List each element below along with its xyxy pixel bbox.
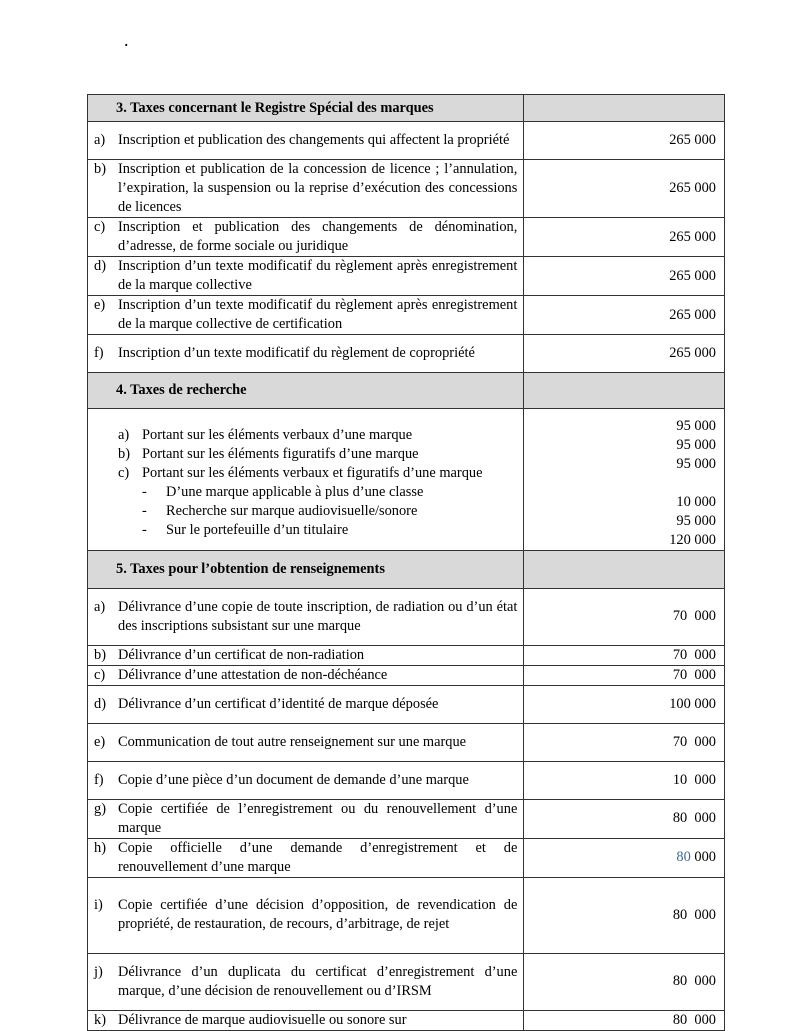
item-label: a) — [94, 598, 106, 615]
item-label: k) — [94, 1011, 106, 1028]
item-text: Délivrance d’une copie de toute inscription, de radiation ou d’un état des inscriptions subsistant sur une marque — [118, 598, 518, 634]
item-amount: 265 000 — [524, 335, 725, 373]
item-amount: 95 000 — [676, 512, 716, 529]
list-item — [94, 502, 517, 521]
section-amount-cell — [524, 373, 725, 409]
item-amount: 80 000 — [524, 799, 725, 838]
item-label: g) — [94, 800, 106, 817]
table-row — [88, 257, 725, 296]
item-label: f) — [94, 771, 104, 788]
section-amount-cell — [524, 550, 725, 588]
table-row — [88, 218, 725, 257]
item-label: i) — [94, 897, 103, 913]
item-amount: 80 000 — [524, 953, 725, 1010]
item-text: Délivrance de marque audiovisuelle ou sonore sur — [118, 1011, 407, 1028]
dash-marker: - — [142, 503, 147, 519]
item-text: Délivrance d’un certificat d’identité de marque déposée — [118, 695, 439, 712]
item-text: Copie certifiée d’une décision d’opposition, de revendication de propriété, de restauration, de recours, d’arbitrage, de rejet — [118, 897, 518, 932]
section-amount-cell — [524, 95, 725, 122]
item-text: Inscription d’un texte modificatif du règlement après enregistrement de la marque collective de certification — [118, 297, 518, 332]
list-item — [94, 464, 517, 483]
table-row — [88, 953, 725, 1010]
item-text: Copie certifiée de l’enregistrement ou du renouvellement d’une marque — [118, 800, 518, 836]
item-text: Copie d’une pièce d’un document de demande d’une marque — [118, 771, 469, 788]
item-amount: 265 000 — [524, 122, 725, 160]
item-label: b) — [94, 161, 106, 177]
item-text: Portant sur les éléments verbaux et figuratifs d’une marque — [142, 465, 483, 481]
item-text: Copie officielle d’une demande d’enregistrement et de renouvellement d’une marque — [118, 839, 518, 875]
item-amount: 120 000 — [669, 531, 716, 548]
item-amount: 10 000 — [524, 761, 725, 799]
item-text: Inscription et publication de la concession de licence ; l’annulation, l’expiration, la suspension ou la reprise d’exécution des concessions de licences — [118, 161, 518, 215]
item-text: Inscription d’un texte modificatif du règlement après enregistrement de la marque collective — [118, 258, 518, 293]
item-amount: 95 000 — [676, 455, 716, 472]
table-row — [88, 122, 725, 160]
table-row — [88, 799, 725, 838]
item-label: a) — [118, 427, 130, 443]
item-label: f) — [94, 345, 104, 361]
table-row — [88, 665, 725, 685]
item-text: Communication de tout autre renseignement sur une marque — [118, 733, 467, 750]
table-row — [88, 838, 725, 877]
item-amount: 95 000 — [676, 436, 716, 453]
table-row — [88, 1010, 725, 1030]
table-row — [88, 588, 725, 645]
section-heading-row — [88, 95, 725, 122]
item-amount: 10 000 — [676, 493, 716, 510]
list-item — [94, 426, 517, 445]
item-text: Délivrance d’un duplicata du certificat d’enregistrement d’une marque, d’une décision de renouvellement ou d’IRSM — [118, 963, 518, 999]
table-row — [88, 877, 725, 953]
item-label: c) — [118, 465, 130, 481]
spacer-line — [530, 474, 716, 493]
item-amount: 265 000 — [524, 160, 725, 218]
dash-marker: - — [142, 522, 147, 538]
section-heading-row — [88, 373, 725, 409]
item-text: Inscription et publication des changements de dénomination, d’adresse, de forme sociale ou juridique — [118, 219, 518, 254]
table-row — [88, 723, 725, 761]
item-amount: 70 000 — [524, 645, 725, 665]
item-amount: 95 000 — [676, 417, 716, 434]
fee-schedule-table — [87, 94, 725, 1031]
section-title: 5. Taxes pour l’obtention de renseignements — [88, 550, 524, 588]
section-title: 4. Taxes de recherche — [88, 373, 524, 409]
section-title: 3. Taxes concernant le Registre Spécial des marques — [88, 95, 524, 122]
item-text: D’une marque applicable à plus d’une classe — [166, 484, 424, 500]
item-amount-suffix: 000 — [690, 849, 716, 865]
table-row — [88, 296, 725, 335]
item-label: e) — [94, 733, 106, 750]
item-label: d) — [94, 695, 106, 712]
item-amount: 80 000 — [524, 1010, 725, 1030]
item-amount-prefix: 80 — [676, 849, 691, 865]
item-text: Recherche sur marque audiovisuelle/sonore — [166, 503, 418, 519]
item-text: Inscription et publication des changements qui affectent la propriété — [118, 132, 510, 148]
item-amount: 100 000 — [524, 685, 725, 723]
section-heading-row — [88, 550, 725, 588]
item-text: Délivrance d’un certificat de non-radiation — [118, 646, 365, 663]
item-label: c) — [94, 666, 106, 683]
item-label: e) — [94, 297, 106, 313]
table-row — [88, 160, 725, 218]
dash-marker: - — [142, 484, 147, 500]
list-item — [94, 445, 517, 464]
table-row — [88, 761, 725, 799]
item-amount: 70 000 — [524, 665, 725, 685]
item-label: d) — [94, 258, 106, 274]
spacer-row — [88, 409, 725, 417]
search-fees-row — [88, 417, 725, 551]
item-text: Portant sur les éléments figuratifs d’une marque — [142, 446, 419, 462]
item-amount: 265 000 — [524, 218, 725, 257]
item-text: Sur le portefeuille d’un titulaire — [166, 522, 349, 538]
table-row — [88, 645, 725, 665]
item-label: h) — [94, 839, 106, 856]
list-item — [94, 483, 517, 502]
item-amount: 265 000 — [524, 296, 725, 335]
item-amount-cell — [524, 838, 725, 877]
item-label: a) — [94, 132, 106, 148]
item-text: Portant sur les éléments verbaux d’une marque — [142, 427, 413, 443]
table-row — [88, 685, 725, 723]
table-row — [88, 335, 725, 373]
item-label: c) — [94, 219, 106, 235]
list-item — [94, 521, 517, 540]
item-amount: 80 000 — [524, 877, 725, 953]
page-marker: . — [124, 30, 129, 50]
item-text: Délivrance d’une attestation de non-déchéance — [118, 666, 388, 683]
item-amount: 70 000 — [524, 723, 725, 761]
item-label: b) — [118, 446, 130, 462]
item-text: Inscription d’un texte modificatif du règlement de copropriété — [118, 345, 475, 361]
item-label: b) — [94, 646, 106, 663]
item-amount: 70 000 — [524, 588, 725, 645]
item-amount: 265 000 — [524, 257, 725, 296]
item-label: j) — [94, 963, 103, 980]
